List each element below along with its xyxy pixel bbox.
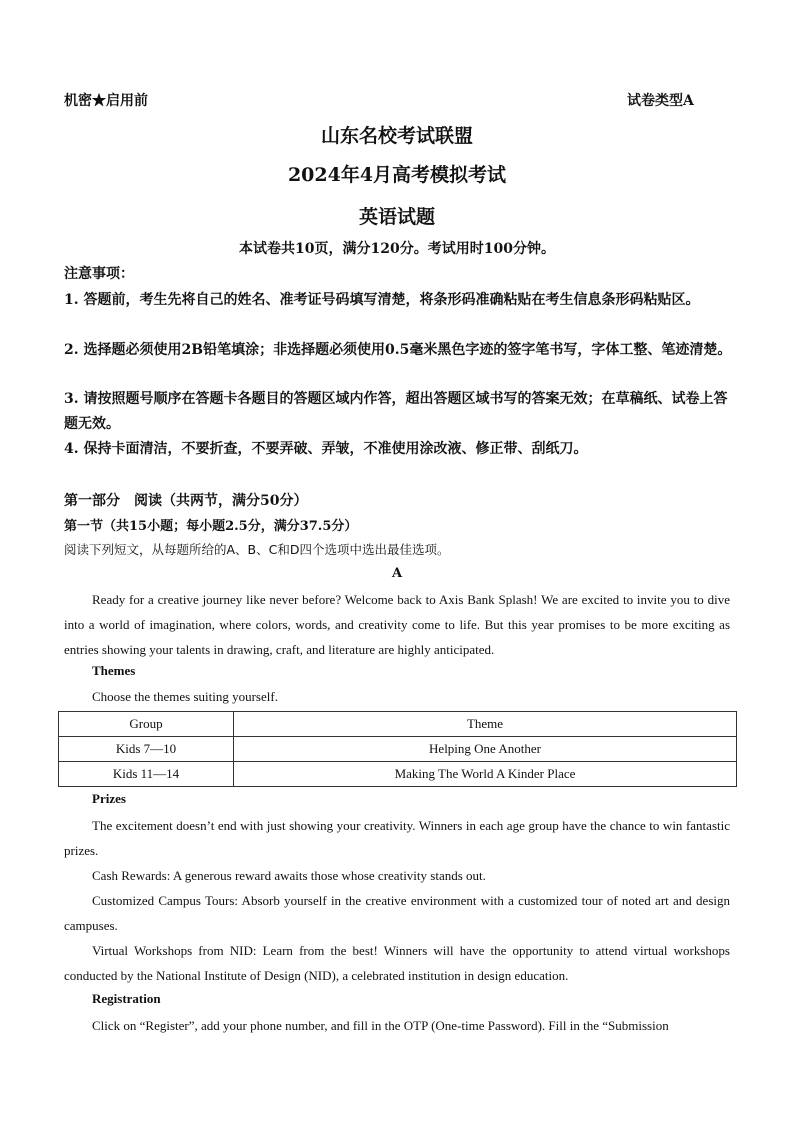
passage-intro: Ready for a creative journey like never before? Welcome back to Axis Bank Splash! We are excited to invite you to dive into a world of imagination, where colors, words, and creativity come to life. But this year promises to be more exciting as entries showing your talents in drawing, craft, and literature are highly anticipated.: [64, 592, 730, 657]
prizes-heading: Prizes: [92, 791, 126, 806]
subject-title: 英语试题: [358, 206, 435, 228]
table-cell: Helping One Another: [234, 737, 737, 762]
campus-tours: Customized Campus Tours: Absorb yourself in the creative environment with a customized tour of noted art and design campuses.: [64, 893, 730, 933]
directions: 阅读下列短文，从每题所给的A、B、C和D四个选项中选出最佳选项。: [64, 542, 450, 557]
table-row: [59, 737, 737, 762]
registration-text: Click on “Register”, add your phone number, and fill in the OTP (One-time Password). Fill in the “Submission: [92, 1018, 669, 1033]
table-header-row: [59, 712, 737, 737]
table-cell: Kids 7—10: [59, 737, 234, 762]
exam-title: 2024年4月高考模拟考试: [287, 164, 507, 186]
registration-heading: Registration: [92, 991, 161, 1006]
cash-rewards: Cash Rewards: A generous reward awaits those whose creativity stands out.: [92, 868, 486, 883]
themes-table: [58, 711, 737, 787]
note-item-3: 3. 请按照题号顺序在答题卡各题目的答题区域内作答，超出答题区域书写的答案无效；在草稿纸、试卷上答题无效。: [64, 391, 728, 432]
confidential-label: 机密★启用前: [64, 93, 148, 109]
paper-type-label: 试卷类型A: [627, 93, 694, 109]
note-item-2: 2. 选择题必须使用2B铅笔填涂；非选择题必须使用0.5毫米黑色字迹的签字笔书写，字体工整、笔迹清楚。: [64, 342, 732, 358]
org-title: 山东名校考试联盟: [320, 125, 473, 147]
table-header-cell: Theme: [234, 712, 737, 737]
table-row: [59, 762, 737, 787]
prizes-intro: The excitement doesn’t end with just showing your creativity. Winners in each age group have the chance to win fantastic prizes.: [64, 818, 730, 858]
table-header-cell: Group: [59, 712, 234, 737]
exam-info: 本试卷共10页，满分120分。考试用时100分钟。: [239, 241, 555, 257]
notes-heading: 注意事项：: [64, 266, 134, 282]
part-title: 第一部分 阅读（共两节，满分50分）: [64, 493, 308, 509]
table-cell: Making The World A Kinder Place: [234, 762, 737, 787]
section-title: 第一节（共15小题；每小题2.5分，满分37.5分）: [64, 519, 358, 534]
note-item-1: 1. 答题前，考生先将自己的姓名、准考证号码填写清楚，将条形码准确粘贴在考生信息条形码粘贴区。: [64, 292, 700, 308]
virtual-workshops: Virtual Workshops from NID: Learn from the best! Winners will have the opportunity to attend virtual workshops conducted by the National Institute of Design (NID), a celebrated institution in design education.: [64, 943, 730, 983]
themes-line: Choose the themes suiting yourself.: [92, 689, 278, 704]
table-cell: Kids 11—14: [59, 762, 234, 787]
note-item-4: 4. 保持卡面清洁，不要折查，不要弄破、弄皱，不准使用涂改液、修正带、刮纸刀。: [64, 441, 588, 457]
themes-heading: Themes: [92, 663, 136, 678]
passage-label: A: [391, 566, 403, 581]
